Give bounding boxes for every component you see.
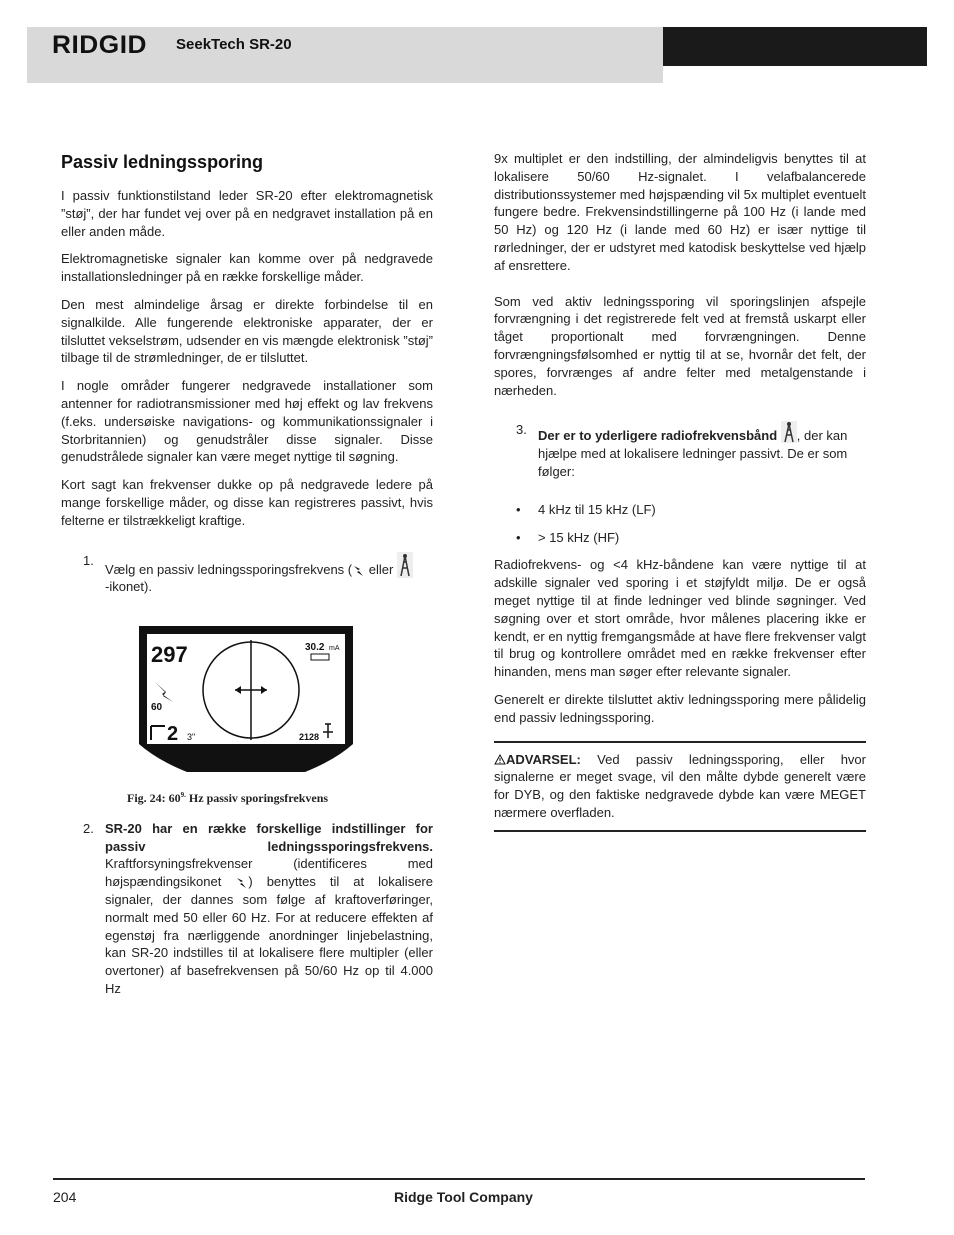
bullet-text: 4 kHz til 15 kHz (LF) <box>538 501 656 517</box>
depth-feet: 2 <box>167 723 179 746</box>
list-bold-text: Der er to yderligere radiofrekvensbånd <box>538 428 778 444</box>
radio-tower-icon <box>781 421 797 443</box>
list-text: eller <box>365 561 397 577</box>
list-number: 3. <box>516 422 527 438</box>
paragraph: Radiofrekvens- og <4 kHz-båndene kan være nyttige til at adskille signaler ved sporing i et støjfyldt miljø. De er også meget nyttige til at finde ledninger ved blinde søgninger. Ved søgning over et stort område, hvor målenes placering ikke er kendt, er en nyttig fremgangsmåde at have flere frekvenser valgt til brug og kontrollere området med en række frekvenser efter hinanden, mens man søger efter relevante signaler. <box>494 557 866 680</box>
warning-box <box>494 741 866 832</box>
paragraph: I nogle områder fungerer nedgravede installationer som antenner for radiotransmissioner med høj effekt og lav frekvens (f.eks. undersøiske navigations- og kommunikationssignaler i Storbritannien) og genudstråler disse signaler. Disse genudstrålede signaler kan være meget nyttige til søgning. <box>61 378 433 465</box>
list-text: -ikonet). <box>105 579 152 595</box>
signal-strength: 2128 <box>299 732 320 743</box>
bullet-item <box>494 501 866 519</box>
bullet-marker: • <box>516 529 521 545</box>
depth-inches: 3" <box>187 732 196 743</box>
paragraph: Elektromagnetiske signaler kan komme over på nedgravede installationsledninger på en række forskellige måder. <box>61 251 433 285</box>
current-unit: mA <box>329 645 340 653</box>
bullet-text: > 15 kHz (HF) <box>538 529 620 545</box>
page-number: 204 <box>53 1189 77 1205</box>
left-column <box>61 150 433 1008</box>
right-column <box>494 150 866 832</box>
paragraph: Kort sagt kan frekvenser dukke op på nedgravede ledere på mange forskellige måder, og disse kan registreres passivt, hvis felterne er tilstrækkeligt kraftige. <box>61 477 433 528</box>
paragraph-continued: 9x multiplet er den indstilling, der almindeligvis benyttes til at lokalisere 50/60 Hz-signalet. I velafbalancerede distributionssystemer med højspænding vil 5x multiplet eventuelt fungere bedre. Frekvensindstillingerne på 100 Hz (i lande med 50 Hz) og 120 Hz (i lande med 60 Hz) er især nyttige til rørledninger, der er udstyret med katodisk beskyttelse ved hjælp af ensrettere. <box>494 151 866 273</box>
company-name: Ridge Tool Company <box>394 1189 533 1205</box>
warning-triangle-icon <box>494 754 506 765</box>
list-number: 1. <box>83 552 94 568</box>
bullet-item <box>494 529 866 547</box>
current-value: 30.2 <box>305 642 325 654</box>
list-number: 2. <box>83 820 94 836</box>
footer-rule <box>53 1178 865 1180</box>
paragraph: I passiv funktionstilstand leder SR-20 efter elektromagnetisk ”støj”, der har fundet vej over på en nedgravet installation på en eller anden måde. <box>61 188 433 239</box>
list-item-1 <box>61 552 433 597</box>
list-text: ) benyttes til at lokalisere signaler, der dannes som følge af kraftoverføringer, normalt med 50 eller 60 Hz. For at reducere effekten af egenstøj fra nærliggende anordninger linjebelastning, kan SR-20 indstilles til at lokalisere flere multipler (eller overtoner) af basefrekvensen på 50/60 Hz op til 4.000 Hz <box>105 874 433 996</box>
header-dark-block <box>663 27 927 66</box>
paragraph: Som ved aktiv ledningssporing vil sporingslinjen afspejle forvrængning i det registrerede felt ved at fremstå uskarpt eller tåget proportionalt med forvrængningen. Denne forvrængningsfølsomhed er nyttig til at se, hvornår det felt, der spores, forvrænges af andre felter med metalgenstande i nærheden. <box>494 293 866 398</box>
ridgid-logo: RIDGID <box>52 31 148 59</box>
figure-caption: Fig. 24: $60^{9.}$ Hz passiv sporingsfrekvens <box>127 790 329 805</box>
locator-screen-figure <box>135 624 357 774</box>
list-item-2 <box>61 820 433 998</box>
list-text: Kraftforsyningsfrekvenser (identificeres med højspændingsikonet <box>105 856 433 890</box>
product-name: SeekTech SR-20 <box>176 36 292 53</box>
list-text: , der kan hjælpe med at lokalisere ledninger passivt. De er som følger: <box>538 428 848 479</box>
list-text: Vælg en passiv ledningssporingsfrekvens ( <box>105 561 353 577</box>
list-bold-text: SR-20 har en række forskellige indstillinger for passiv ledningssporingsfrekvens. <box>105 820 433 854</box>
bullet-marker: • <box>516 501 521 517</box>
high-voltage-icon <box>235 876 248 889</box>
warning-text: Ved passiv ledningssporing, eller hvor signalerne er meget svage, vil den målte dybde generelt være for DYB, og den faktiske nedgravede dybde kan være MEGET nærmere overfladen. <box>494 751 866 820</box>
high-voltage-icon <box>352 564 365 577</box>
header-underband <box>27 66 663 83</box>
radio-tower-icon <box>397 552 413 578</box>
section-heading: Passiv ledningssporing <box>61 152 264 172</box>
warning-label: ADVARSEL: <box>506 751 581 767</box>
paragraph: Den mest almindelige årsag er direkte forbindelse til en signalkilde. Alle fungerende elektroniske apparater, der er tilsluttet vekselstrøm, udsender en vis mængde elektronisk ”støj” tilbage til de strømledninger, de er tilsluttet. <box>61 296 433 366</box>
frequency-value: 60 <box>151 702 163 714</box>
list-item-3 <box>494 421 866 480</box>
depth-value: 297 <box>151 642 188 668</box>
paragraph: Generelt er direkte tilsluttet aktiv ledningssporing mere pålidelig end passiv ledningssporing. <box>494 691 866 725</box>
